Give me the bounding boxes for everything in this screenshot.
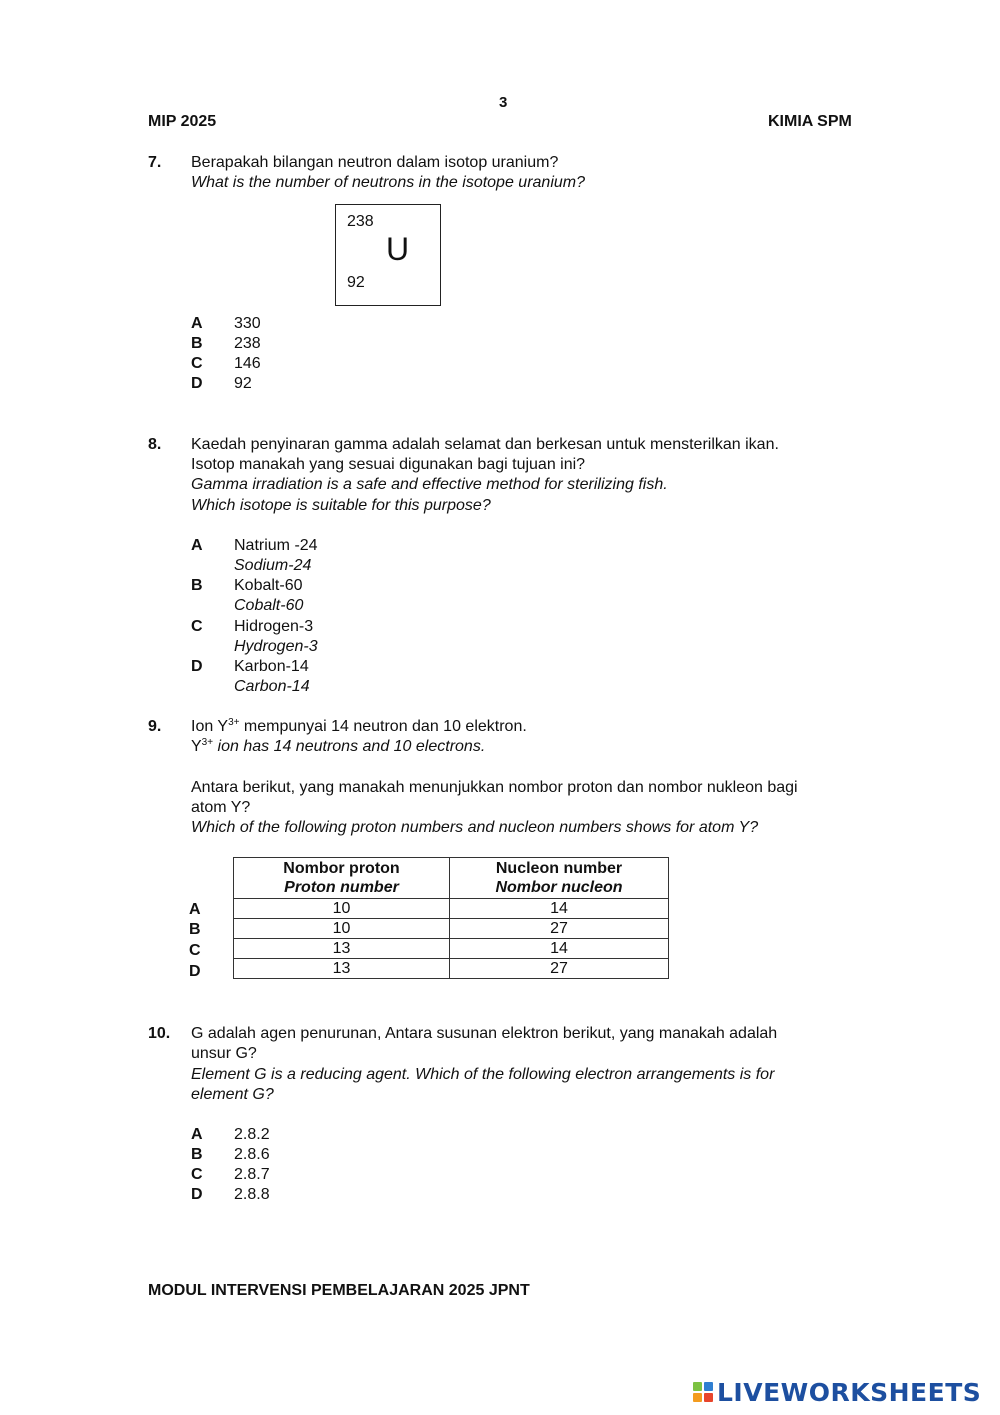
header-line: Proton number (284, 879, 399, 896)
ion-prefix: Ion Y (191, 718, 229, 735)
option-letter: C (191, 1166, 203, 1183)
option-text-my: Karbon-14 (234, 658, 309, 675)
option-text-en: Sodium-24 (234, 557, 312, 574)
option-letter: D (191, 658, 203, 675)
table-row[interactable] (234, 939, 669, 959)
option-text-my: Hidrogen-3 (234, 618, 314, 635)
table-row[interactable] (234, 959, 669, 979)
ion-prefix: Y (191, 738, 202, 755)
logo-mark-icon (693, 1382, 713, 1402)
ion-rest: ion has 14 neutrons and 10 electrons. (213, 738, 486, 755)
option-text: 2.8.8 (234, 1186, 270, 1203)
row-letter: A (189, 901, 201, 918)
option-text: 92 (234, 375, 252, 392)
option-letter: D (191, 1186, 203, 1203)
ion-rest: mempunyai 14 neutron dan 10 elektron. (239, 718, 527, 735)
question-line: Antara berikut, yang manakah menunjukkan nombor proton dan nombor nukleon bagi (191, 779, 798, 796)
page-number: 3 (499, 94, 508, 111)
logo-square-l (693, 1382, 702, 1391)
question-line: Kaedah penyinaran gamma adalah selamat dan berkesan untuk mensterilkan ikan. (191, 436, 779, 453)
cell-proton: 10 (234, 899, 450, 919)
header-right: KIMIA SPM (768, 113, 852, 130)
question-text-my: Berapakah bilangan neutron dalam isotop uranium? (191, 154, 559, 171)
option-text: 330 (234, 315, 261, 332)
ion-charge: 3+ (228, 717, 240, 728)
row-letter: C (189, 942, 201, 959)
question-line: atom Y? (191, 799, 251, 816)
cell-proton: 10 (234, 919, 450, 939)
option-text-en: Carbon-14 (234, 678, 310, 695)
logo-square-i (704, 1382, 713, 1391)
option-letter: B (191, 1146, 203, 1163)
liveworksheets-logo[interactable] (693, 1375, 981, 1409)
question-line: unsur G? (191, 1045, 257, 1062)
logo-square-v (693, 1393, 702, 1402)
option-text: 2.8.2 (234, 1126, 270, 1143)
header-proton (234, 858, 450, 899)
option-letter: B (191, 335, 203, 352)
option-text-my: Natrium -24 (234, 537, 318, 554)
question-line: element G? (191, 1086, 274, 1103)
cell-nucleon: 14 (450, 939, 669, 959)
question-number: 7. (148, 154, 162, 171)
cell-nucleon: 27 (450, 959, 669, 979)
table-header-row (234, 858, 669, 899)
header-line: Nombor proton (283, 860, 400, 877)
option-text-my: Kobalt-60 (234, 577, 303, 594)
ion-charge: 3+ (201, 737, 214, 748)
question-text-en: What is the number of neutrons in the isotope uranium? (191, 174, 585, 191)
question-number: 10. (148, 1025, 171, 1042)
option-letter: C (191, 355, 203, 372)
table-row[interactable] (234, 899, 669, 919)
question-line: Gamma irradiation is a safe and effective method for sterilizing fish. (191, 476, 668, 493)
proton-number: 92 (347, 274, 365, 291)
ion-statement-my (191, 717, 527, 737)
row-letter: B (189, 921, 201, 938)
ion-statement-en (191, 737, 485, 757)
logo-square-e (704, 1393, 713, 1402)
row-letter: D (189, 963, 201, 980)
element-symbol: U (386, 231, 410, 267)
question-number: 9. (148, 718, 162, 735)
question-number: 8. (148, 436, 162, 453)
footer-text: MODUL INTERVENSI PEMBELAJARAN 2025 JPNT (148, 1282, 530, 1299)
header-left: MIP 2025 (148, 113, 217, 130)
option-text: 2.8.6 (234, 1146, 270, 1163)
option-letter: B (191, 577, 203, 594)
option-letter: A (191, 315, 203, 332)
cell-proton: 13 (234, 939, 450, 959)
question-line: G adalah agen penurunan, Antara susunan elektron berikut, yang manakah adalah (191, 1025, 778, 1042)
cell-proton: 13 (234, 959, 450, 979)
option-text-en: Cobalt-60 (234, 597, 304, 614)
option-letter: C (191, 618, 203, 635)
question-line: Which isotope is suitable for this purpose? (191, 497, 491, 514)
question-line: Element G is a reducing agent. Which of the following electron arrangements is for (191, 1066, 775, 1083)
proton-nucleon-table (233, 857, 669, 979)
question-line: Which of the following proton numbers and nucleon numbers shows for atom Y? (191, 819, 759, 836)
isotope-notation-box (335, 204, 441, 306)
mass-number: 238 (347, 213, 374, 230)
header-line: Nucleon number (495, 860, 623, 877)
header-line: Nombor nucleon (495, 879, 623, 896)
option-letter: D (191, 375, 203, 392)
header-nucleon (450, 858, 669, 899)
table-row[interactable] (234, 919, 669, 939)
cell-nucleon: 14 (450, 899, 669, 919)
option-text-en: Hydrogen-3 (234, 638, 318, 655)
option-letter: A (191, 537, 203, 554)
option-text: 146 (234, 355, 261, 372)
question-line: Isotop manakah yang sesuai digunakan bagi tujuan ini? (191, 456, 586, 473)
option-text: 2.8.7 (234, 1166, 270, 1183)
logo-text: LIVEWORKSHEETS (717, 1377, 982, 1407)
option-letter: A (191, 1126, 203, 1143)
cell-nucleon: 27 (450, 919, 669, 939)
option-text: 238 (234, 335, 261, 352)
